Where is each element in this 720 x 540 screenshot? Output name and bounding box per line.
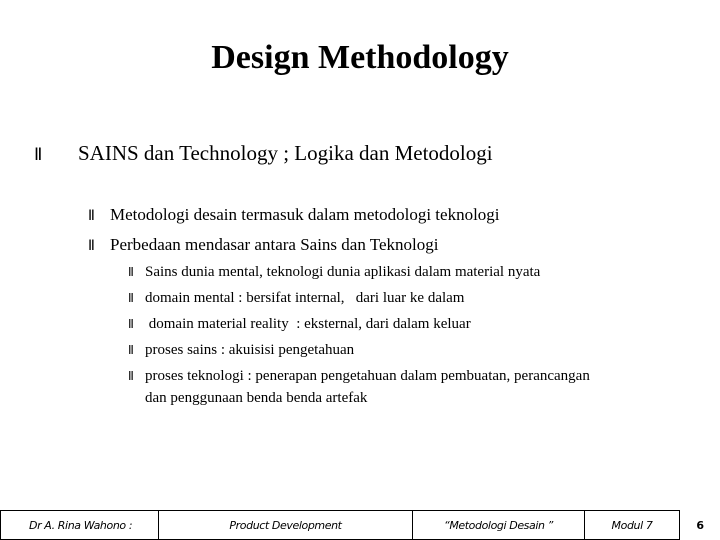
page-number: 6 (696, 518, 704, 532)
detail-point-continuation: dan penggunaan benda benda artefak (145, 390, 368, 406)
detail-point (128, 261, 540, 283)
bullet-icon: Ⅱ (128, 343, 134, 357)
slide-footer (0, 510, 720, 540)
bullet-icon: Ⅱ (128, 291, 134, 305)
main-point (34, 138, 493, 170)
main-point-text: SAINS dan Technology ; Logika dan Metodologi (78, 141, 493, 165)
footer-course: Product Development (158, 510, 412, 540)
bullet-icon: Ⅱ (128, 317, 134, 331)
detail-point-text: domain mental : bersifat internal, dari luar ke dalam (145, 290, 465, 306)
bullet-icon: Ⅱ (88, 208, 95, 224)
detail-point (128, 339, 354, 361)
bullet-icon: Ⅱ (88, 238, 95, 254)
footer-topic: “Metodologi Desain ” (412, 510, 584, 540)
slide-title: Design Methodology (211, 39, 509, 76)
bullet-icon: Ⅱ (128, 369, 134, 383)
detail-point-text: Sains dunia mental, teknologi dunia aplikasi dalam material nyata (145, 264, 541, 280)
footer-module: Modul 7 (584, 510, 680, 540)
detail-point (128, 287, 464, 309)
bullet-icon: Ⅱ (34, 145, 43, 165)
detail-point (128, 313, 471, 335)
detail-point-text: domain material reality : eksternal, dari dalam keluar (145, 316, 471, 332)
sub-point-text: Perbedaan mendasar antara Sains dan Teknologi (110, 235, 439, 254)
sub-point (88, 203, 500, 228)
footer-author: Dr A. Rina Wahono : (0, 510, 158, 540)
sub-point (88, 233, 438, 258)
sub-point-text: Metodologi desain termasuk dalam metodologi teknologi (110, 205, 500, 224)
bullet-icon: Ⅱ (128, 265, 134, 279)
detail-point-text: proses sains : akuisisi pengetahuan (145, 342, 355, 358)
detail-point (128, 365, 590, 387)
detail-point-text: proses teknologi : penerapan pengetahuan dalam pembuatan, perancangan (145, 368, 590, 384)
